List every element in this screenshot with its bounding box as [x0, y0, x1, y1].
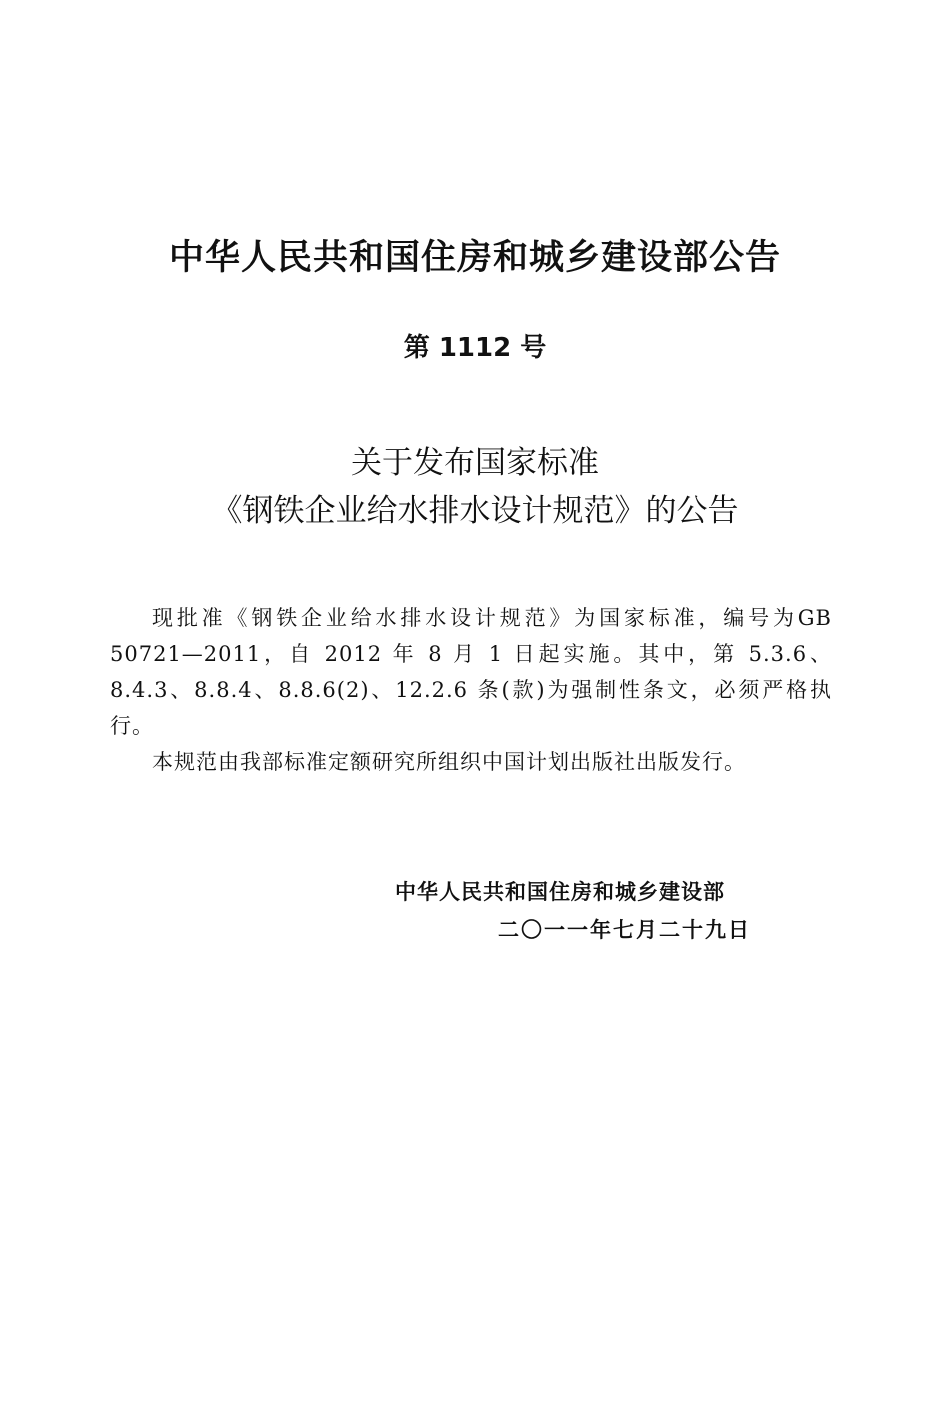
body-paragraph-2: 本规范由我部标准定额研究所组织中国计划出版社出版发行。 — [152, 750, 746, 774]
signature-department: 中华人民共和国住房和城乡建设部 — [395, 880, 725, 904]
signature-date: 二〇一一年七月二十九日 — [498, 918, 751, 942]
announcement-body — [110, 600, 832, 780]
announcement-title: 中华人民共和国住房和城乡建设部公告 — [168, 238, 781, 278]
announcement-number: 第 1112 号 — [403, 333, 547, 363]
subtitle-line-2: 《钢铁企业给水排水设计规范》的公告 — [211, 493, 739, 529]
body-paragraph-1: 现批准《钢铁企业给水排水设计规范》为国家标准，编号为GB 50721—2011，自 2012 年 8 月 1 日起实施。其中，第 5.3.6、8.4.3、8.8.4、8.8.6(2)、12.2.6 条(款)为强制性条文，必须严格执行。 — [110, 606, 832, 738]
subtitle-line-1: 关于发布国家标准 — [351, 445, 599, 481]
